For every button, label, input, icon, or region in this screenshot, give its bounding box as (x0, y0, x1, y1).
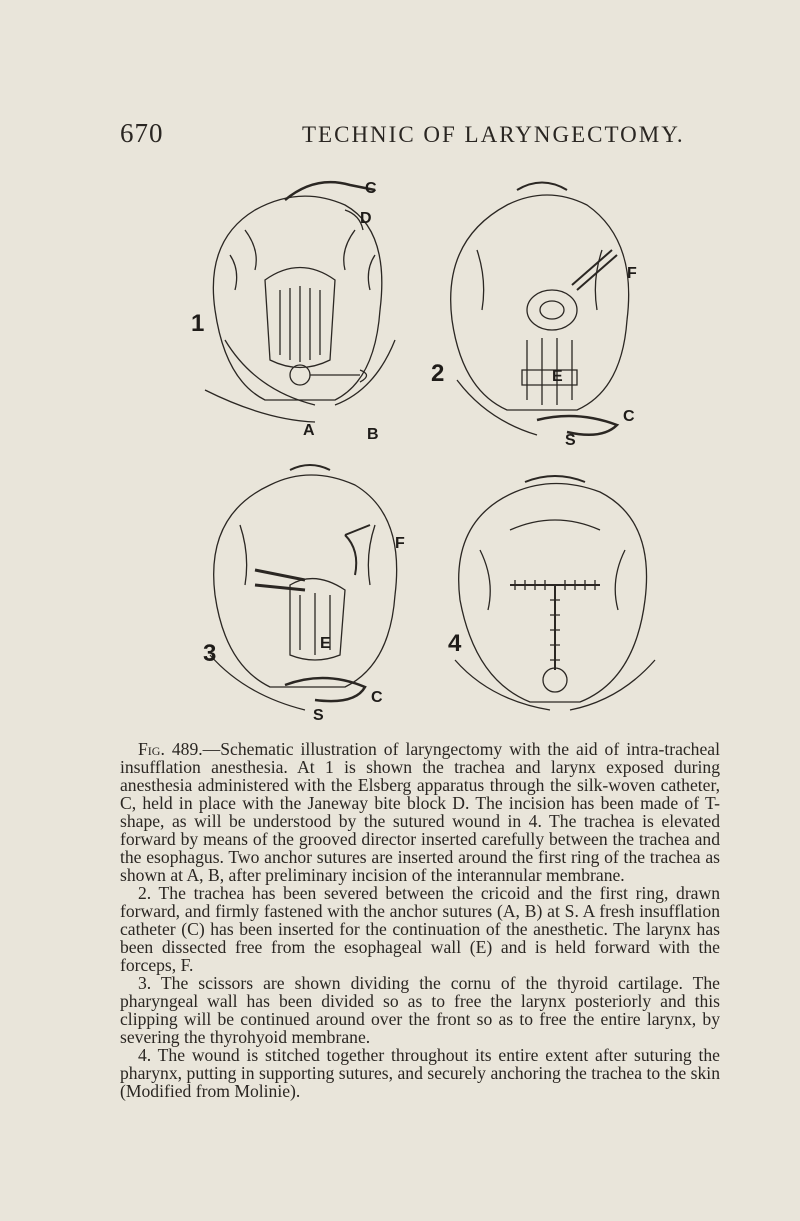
panel-3-label-e: E (320, 635, 331, 652)
figure-panel-3 (195, 455, 425, 730)
panel-1-label-b: B (367, 426, 379, 443)
figure-label: Fig. 489. (138, 739, 203, 759)
panel-number-1: 1 (191, 310, 205, 337)
panel-2-label-e: E (552, 368, 563, 385)
panel-3-label-f: F (395, 535, 405, 552)
page-header (0, 118, 800, 158)
running-head: TECHNIC OF LARYNGECTOMY. (302, 122, 685, 147)
panel-3-drawing (195, 455, 425, 730)
panel-number-2: 2 (431, 360, 445, 387)
caption-paragraph-2: 2. The trachea has been severed between the cricoid and the first ring, drawn forward, and firmly fastened with the anchor sutures (A, B) at S. A fresh insufflation catheter (C) has been inserted for the continuation of the anesthetic. The larynx has been dissected free from the esophageal wall (E) and is held forward with the forceps, F. (120, 883, 720, 975)
panel-1-label-a: A (303, 422, 315, 439)
figure-panel-2 (427, 170, 657, 460)
panel-4-drawing (440, 470, 670, 730)
caption-paragraph-3: 3. The scissors are shown dividing the cornu of the thyroid cartilage. The pharyngeal wall has been divided so as to free the larynx posteriorly and this clipping will be continued around over the front so as to free the entire larynx, by severing the thyrohyoid membrane. (120, 973, 720, 1047)
figure-caption (120, 740, 720, 1100)
panel-3-label-c: C (371, 689, 383, 706)
caption-paragraph-1 (120, 740, 720, 884)
panel-number-3: 3 (203, 640, 217, 667)
caption-paragraph-4: 4. The wound is stitched together throughout its entire extent after suturing the pharynx, putting in supporting sutures, and securely anchoring the trachea to the skin (Modified from Molinie). (120, 1045, 720, 1101)
panel-1-drawing (185, 160, 415, 450)
figure-panel-4 (440, 470, 670, 730)
panel-2-label-f: F (627, 265, 637, 282)
panel-number-4: 4 (448, 630, 462, 657)
panel-3-label-s: S (313, 707, 324, 724)
figure-panel-1 (185, 160, 415, 450)
panel-1-label-c: C (365, 180, 377, 197)
page-number: 670 (120, 118, 164, 148)
caption-intro: —Schematic illustration of laryngectomy with the aid of intra-tracheal insufflation anesthesia. At 1 is shown the trachea and larynx exposed during anesthesia administered with the Elsberg apparatus through the silk-woven catheter, C, held in place with the Janeway bite block D. The incision has been made of T-shape, as will be understood by the sutured wound in 4. The trachea is elevated forward by means of the grooved director inserted carefully between the trachea and the esophagus. Two anchor sutures are inserted around the first ring of the trachea as shown at A, B, after preliminary incision of the interannular membrane. (120, 739, 720, 885)
surgical-illustration (165, 160, 665, 730)
panel-2-label-s: S (565, 432, 576, 449)
panel-1-label-d: D (360, 210, 372, 227)
panel-2-label-c: C (623, 408, 635, 425)
